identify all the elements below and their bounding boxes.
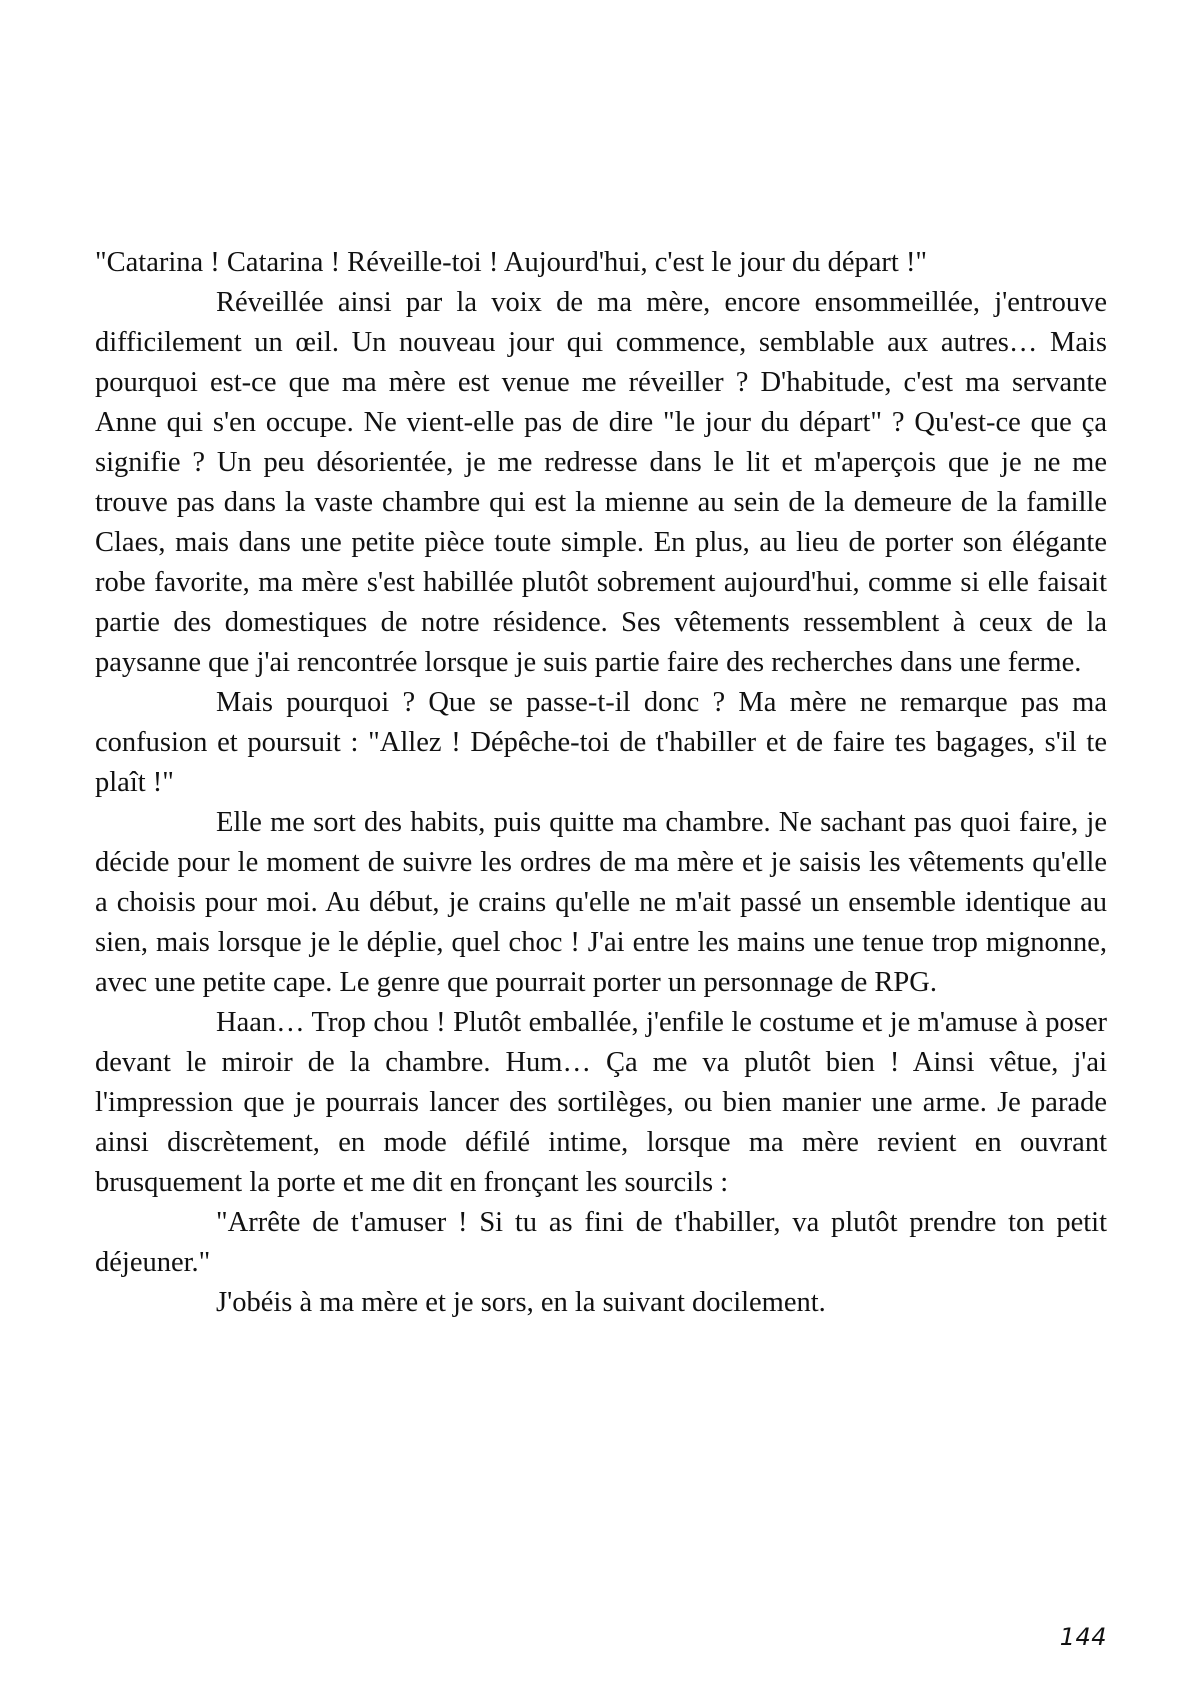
paragraph-4: Elle me sort des habits, puis quitte ma chambre. Ne sachant pas quoi faire, je décide pour le moment de suivre les ordres de ma mère et je saisis les vêtements qu'elle a choisis pour moi. Au début, je crains qu'elle ne m'ait passé un ensemble identique au sien, mais lorsque je le déplie, quel choc ! J'ai entre les mains une tenue trop mignonne, avec une petite cape. Le genre que pourrait porter un personnage de RPG.: [95, 807, 1107, 998]
paragraph-6: "Arrête de t'amuser ! Si tu as fini de t'habiller, va plutôt prendre ton petit déjeuner.": [95, 1207, 1107, 1278]
paragraph-7: J'obéis à ma mère et je sors, en la suivant docilement.: [216, 1287, 826, 1318]
page-number: 144: [1059, 1623, 1107, 1651]
body-text: [95, 243, 1107, 1323]
paragraph-2: Réveillée ainsi par la voix de ma mère, encore ensommeillée, j'entrouve difficilement un œil. Un nouveau jour qui commence, semblable aux autres… Mais pourquoi est-ce que ma mère est venue me réveiller ? D'habitude, c'est ma servante Anne qui s'en occupe. Ne vient-elle pas de dire "le jour du départ" ? Qu'est-ce que ça signifie ? Un peu désorientée, je me redresse dans le lit et m'aperçois que je ne me trouve pas dans la vaste chambre qui est la mienne au sein de la demeure de la famille Claes, mais dans une petite pièce toute simple. En plus, au lieu de porter son élégante robe favorite, ma mère s'est habillée plutôt sobrement aujourd'hui, comme si elle faisait partie des domestiques de notre résidence. Ses vêtements ressemblent à ceux de la paysanne que j'ai rencontrée lorsque je suis partie faire des recherches dans une ferme.: [95, 287, 1107, 678]
paragraph-1: "Catarina ! Catarina ! Réveille-toi ! Aujourd'hui, c'est le jour du départ !": [95, 247, 928, 278]
paragraph-3: Mais pourquoi ? Que se passe-t-il donc ? Ma mère ne remarque pas ma confusion et poursuit : "Allez ! Dépêche-toi de t'habiller et de faire tes bagages, s'il te plaît !": [95, 687, 1107, 798]
paragraph-5: Haan… Trop chou ! Plutôt emballée, j'enfile le costume et je m'amuse à poser devant le miroir de la chambre. Hum… Ça me va plutôt bien ! Ainsi vêtue, j'ai l'impression que je pourrais lancer des sortilèges, ou bien manier une arme. Je parade ainsi discrètement, en mode défilé intime, lorsque ma mère revient en ouvrant brusquement la porte et me dit en fronçant les sourcils :: [95, 1007, 1107, 1198]
